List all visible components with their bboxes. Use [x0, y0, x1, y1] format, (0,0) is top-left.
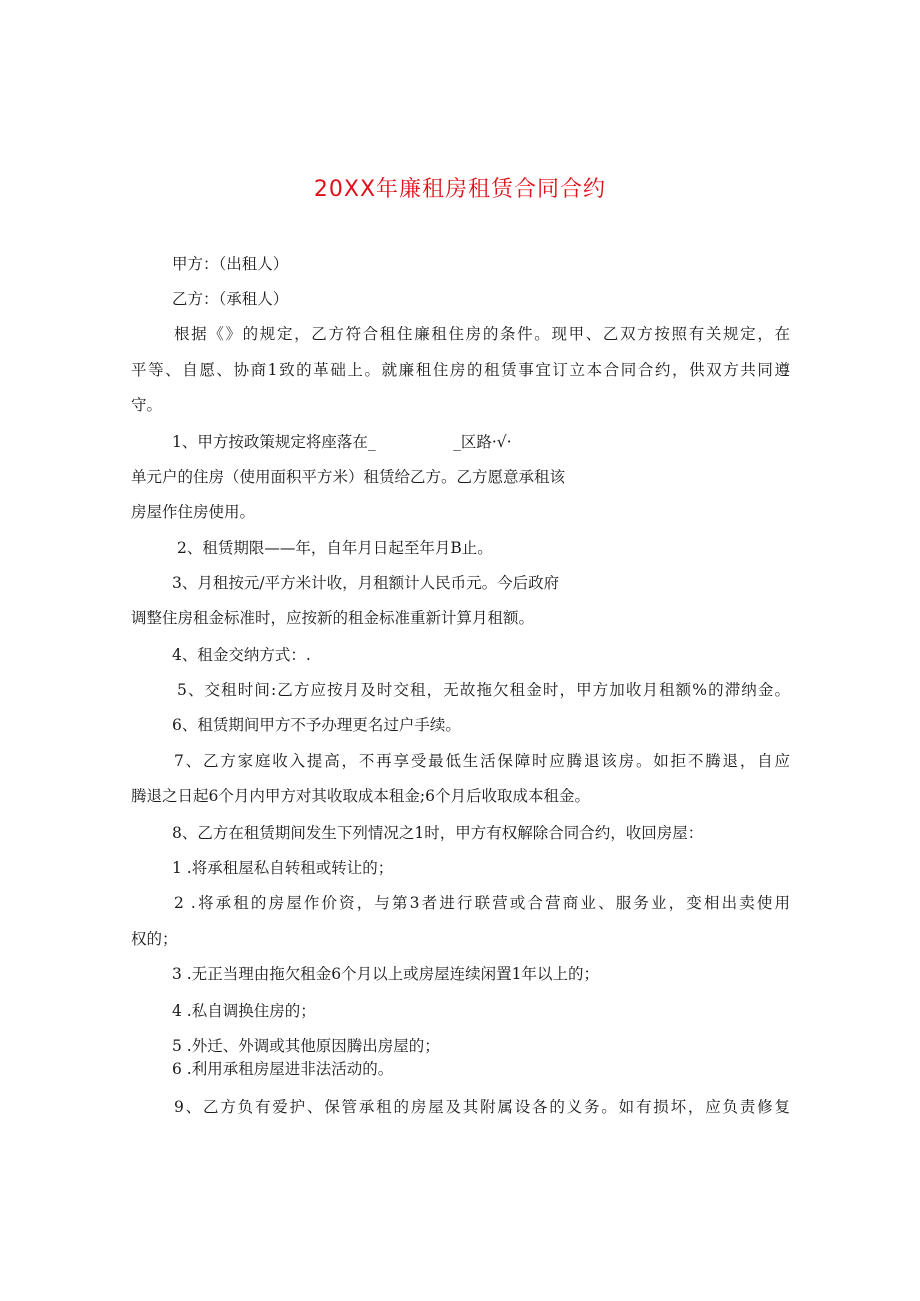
text-line: 1 .将承租屋私自转租或转让的； [172, 859, 394, 877]
text-line: 5 .外迁、外调或其他原因腾出房屋的； [172, 1037, 440, 1055]
text-line: 根据《》的规定，乙方符合租住廉租住房的条件。现甲、乙双方按照有关规定，在 [174, 325, 790, 343]
document-title: 20XX年廉租房租赁合同合约 [313, 177, 607, 202]
text-line: 守。 [131, 396, 163, 414]
text-line: 甲方：（出租人） [172, 255, 289, 273]
text-line: 6 .利用承租房屋进非法活动的。 [172, 1060, 394, 1078]
text-line: 4、租金交纳方式：. [172, 646, 311, 664]
text-line: 3、月租按元/平方米计收，月租额计人民币元。今后政府 [172, 574, 560, 592]
text-line: 9、乙方负有爱护、保管承租的房屋及其附属设各的义务。如有损坏，应负责修复 [174, 1098, 790, 1116]
text-line: 4 .私自调换住房的； [172, 1002, 316, 1020]
text-line: 腾退之日起6个月内甲方对其收取成本租金;6个月后收取成本租金。 [131, 787, 590, 805]
text-line: 1、甲方按政策规定将座落在_ _区路·√· [172, 433, 512, 451]
text-line: 调整住房租金标准时，应按新的租金标准重新计算月租额。 [131, 609, 535, 627]
text-line: 平等、自愿、协商1致的革础上。就廉租住房的租赁事宜订立本合同合约，供双方共同遵 [131, 361, 790, 379]
text-line: 8、乙方在租赁期间发生下列情况之1时，甲方有权解除合同合约，收回房屋： [172, 824, 704, 842]
text-line: 2 .将承租的房屋作价资，与第3者进行联营或合营商业、服务业，变相出卖使用 [174, 894, 790, 912]
text-line: 2、租赁期限——年，自年月日起至年月B止。 [177, 539, 493, 557]
text-line: 5、交租时间:乙方应按月及时交租，无故拖欠租金时，甲方加收月租额%的滞纳金。 [177, 681, 790, 699]
text-line: 6、租赁期间甲方不予办理更名过户手续。 [172, 716, 461, 734]
text-line: 单元户的住房（使用面积平方米）租赁给乙方。乙方愿意承租该 [131, 468, 566, 486]
text-line: 乙方：（承租人） [172, 290, 289, 308]
text-line: 7、乙方家庭收入提高，不再享受最低生活保障时应腾退该房。如拒不腾退，自应 [174, 752, 790, 770]
text-line: 权的； [131, 930, 178, 948]
text-line: 房屋作住房使用。 [131, 503, 256, 521]
text-line: 3 .无正当理由拖欠租金6个月以上或房屋连续闲置1年以上的； [172, 965, 599, 983]
